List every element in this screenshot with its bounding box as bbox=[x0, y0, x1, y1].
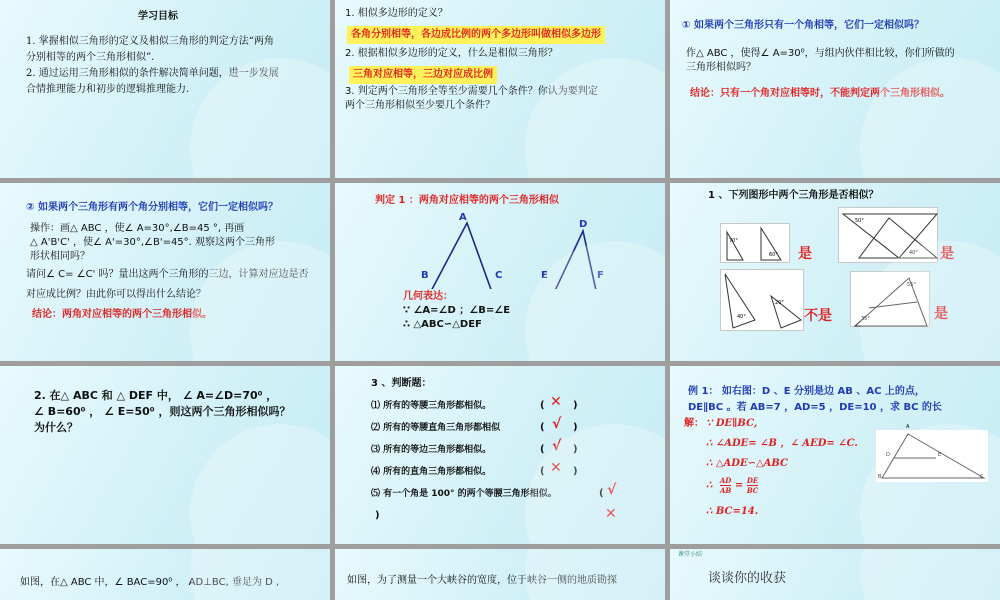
vertex-b-label: B bbox=[878, 474, 882, 480]
question-2-line-2: 对应成比例？由此你可以得出什么结论？ bbox=[26, 289, 206, 300]
fraction-denominator: BC bbox=[746, 486, 759, 495]
paren-open: ( bbox=[540, 466, 545, 477]
summary-tag: 课堂小结 bbox=[678, 551, 703, 558]
vertex-b-label: B bbox=[421, 270, 429, 281]
slide-example-1[interactable] bbox=[670, 366, 1000, 544]
angle-label: 55° bbox=[907, 282, 916, 288]
goal-2-line-2: 合情推理能力和初步的逻辑推理能力. bbox=[26, 84, 190, 95]
paren-close: ) bbox=[573, 466, 578, 477]
triangle-def bbox=[553, 231, 597, 289]
paren-close: ) bbox=[573, 444, 578, 455]
answer-1: 是 bbox=[798, 246, 812, 262]
fraction-denominator: AB bbox=[719, 486, 732, 495]
mark-1: ✕ bbox=[550, 394, 562, 410]
angle-label: 40° bbox=[909, 250, 918, 256]
statement-1: ⑴ 所有的等腰三角形都相似。 bbox=[371, 401, 492, 411]
goal-2-line-1: 2. 通过运用三角形相似的条件解决简单问题，进一步发展 bbox=[26, 68, 279, 79]
conclusion: 结论：只有一个角对应相等时，不能判定两个三角形相似。 bbox=[690, 88, 950, 99]
figure-3 bbox=[720, 269, 804, 331]
fraction-numerator: AD bbox=[719, 476, 732, 485]
slide-learning-goals[interactable] bbox=[0, 0, 330, 178]
angle-label: 70° bbox=[729, 238, 738, 244]
vertex-a-label: A bbox=[906, 424, 910, 430]
conclusion: 结论：两角对应相等的两个三角形相似。 bbox=[32, 309, 212, 320]
section-title: 3 、判断题： bbox=[371, 378, 432, 389]
vertex-f-label: F bbox=[597, 270, 604, 281]
problem-line-2: ∠ B=60⁰ ， ∠ E=50⁰ ，则这两个三角形相似吗？ bbox=[34, 405, 291, 418]
paren-open: ( bbox=[540, 444, 545, 455]
question-3-line-2: 两个三角形相似至少要几个条件？ bbox=[345, 100, 495, 111]
slide-title: 学习目标 bbox=[138, 11, 178, 22]
step-4: ∴ $\frac{AD}{AB}$ = $\frac{DE}{BC}$ bbox=[706, 476, 759, 495]
paren-open: ( bbox=[540, 400, 545, 411]
slide-true-false[interactable] bbox=[335, 366, 665, 544]
mark-4: ✕ bbox=[550, 460, 562, 476]
paren-close: ) bbox=[573, 422, 578, 433]
statement-3: ⑶ 所有的等边三角形都相似。 bbox=[371, 445, 492, 455]
mark-2: √ bbox=[552, 416, 562, 432]
vertex-c-label: C bbox=[980, 474, 984, 480]
answer-1: 各角分别相等，各边成比例的两个多边形叫做相似多边形 bbox=[347, 26, 605, 44]
vertex-e-label: E bbox=[541, 270, 548, 281]
question: ① 如果两个三角形只有一个角相等，它们一定相似吗？ bbox=[682, 20, 924, 31]
figure-1 bbox=[720, 223, 790, 263]
step-5: ∴ BC=14. bbox=[706, 506, 759, 517]
problem-line-3: 为什么？ bbox=[34, 421, 78, 434]
problem-line-1: 2. 在△ ABC 和 △ DEF 中， ∠ A=∠D=70⁰ ， bbox=[34, 389, 278, 402]
slide-one-angle[interactable] bbox=[670, 0, 1000, 178]
angle-label: 35° bbox=[861, 316, 870, 322]
vertex-e-label: E bbox=[938, 452, 942, 458]
question: ② 如果两个三角形有两个角分别相等，它们一定相似吗？ bbox=[26, 202, 278, 213]
mark-6: ✕ bbox=[605, 506, 617, 522]
paren-open: ( bbox=[599, 488, 604, 499]
example-line-2: DE∥BC 。若 AB=7 ，AD=5 ，DE=10 ，求 BC 的长 bbox=[688, 402, 942, 413]
summary-heading: 谈谈你的收获 bbox=[708, 571, 787, 586]
vertex-d-label: D bbox=[579, 219, 588, 230]
answer-2: 三角对应相等，三边对应成比例 bbox=[349, 66, 497, 84]
goal-1-line-2: 分别相等的两个三角形相似”. bbox=[26, 52, 155, 63]
example-line-1: 例 1： 如右图：D 、E 分别是边 AB 、AC 上的点， bbox=[688, 386, 925, 397]
paragraph-line-2: 三角形相似吗？ bbox=[686, 62, 756, 73]
vertex-a-label: A bbox=[459, 212, 467, 223]
paragraph-line-1: 作△ ABC ，使得∠ A=30⁰，与组内伙伴相比较，你们所做的 bbox=[686, 48, 955, 59]
problem-line-1: 如图，在△ ABC 中，∠ BAC=90⁰ ， AD⊥BC, 垂足为 D , bbox=[20, 577, 280, 588]
slide-summary[interactable] bbox=[670, 549, 1000, 600]
operation-line-3: 形状相同吗？ bbox=[30, 251, 90, 262]
solution-label: 解： bbox=[684, 418, 704, 429]
given-line: ∵ ∠A=∠D ；∠B=∠E bbox=[403, 305, 511, 316]
geometry-expression-label: 几何表达： bbox=[403, 291, 453, 302]
slide-exercise-1[interactable] bbox=[670, 183, 1000, 361]
paren-close: ) bbox=[375, 510, 380, 521]
slide-two-angles[interactable] bbox=[0, 183, 330, 361]
paren-open: ( bbox=[540, 422, 545, 433]
question-2-line-1: 请问∠ C= ∠C' 吗？量出这两个三角形的三边，计算对应边是否 bbox=[26, 269, 309, 280]
goal-1-line-1: 1. 掌握相似三角形的定义及相似三角形的判定方法“两角 bbox=[26, 36, 274, 47]
slide-exercise-2[interactable] bbox=[0, 366, 330, 544]
vertex-c-label: C bbox=[495, 270, 503, 281]
triangle-figures bbox=[415, 211, 605, 289]
slide-criterion-1[interactable] bbox=[335, 183, 665, 361]
answer-4: 是 bbox=[934, 306, 948, 322]
question-1: 1. 相似多边形的定义？ bbox=[345, 8, 448, 19]
statement-4: ⑷ 所有的直角三角形都相似。 bbox=[371, 467, 492, 477]
slide-example-3[interactable] bbox=[335, 549, 665, 600]
angle-label: 60° bbox=[769, 252, 778, 258]
criterion-title: 判定 1 ：两角对应相等的两个三角形相似 bbox=[375, 195, 559, 206]
mark-5: √ bbox=[607, 482, 617, 498]
figure-4 bbox=[850, 271, 930, 327]
step-2: ∴ ∠ADE= ∠B ，∠ AED= ∠C. bbox=[706, 438, 858, 449]
figure-2 bbox=[838, 207, 938, 263]
vertex-d-label: D bbox=[886, 452, 890, 458]
operation-line-1: 操作：画△ ABC ，使∠ A=30°,∠B=45 °, 再画 bbox=[30, 223, 245, 234]
answer-3: 不是 bbox=[804, 308, 832, 324]
question-3-line-1: 3. 判定两个三角形全等至少需要几个条件？你认为要判定 bbox=[345, 86, 598, 97]
mark-3: √ bbox=[552, 438, 562, 454]
statement-5: ⑸ 有一个角是 100° 的两个等腰三角形相似。 bbox=[371, 489, 557, 499]
statement-2: ⑵ 所有的等腰直角三角形都相似 bbox=[371, 423, 501, 433]
triangle-abc bbox=[429, 223, 493, 289]
slide-review[interactable] bbox=[335, 0, 665, 178]
slide-example-2[interactable] bbox=[0, 549, 330, 600]
question-2: 2. 根据相似多边形的定义，什么是相似三角形？ bbox=[345, 48, 558, 59]
step-3: ∴ △ADE∽△ABC bbox=[706, 458, 789, 469]
exercise-title: 1 、下列图形中两个三角形是否相似？ bbox=[708, 190, 879, 201]
example-figure bbox=[876, 424, 988, 482]
answer-2: 是 bbox=[940, 246, 954, 262]
angle-label: 40° bbox=[737, 314, 746, 320]
angle-label: 20° bbox=[775, 300, 784, 306]
paren-close: ) bbox=[573, 400, 578, 411]
operation-line-2: △ A'B'C' ，使∠ A'=30°,∠B'=45°. 观察这两个三角形 bbox=[30, 237, 276, 248]
angle-label: 50° bbox=[855, 218, 864, 224]
therefore-line: ∴ △ABC∽△DEF bbox=[403, 319, 482, 330]
step-1: ∵ DE∥BC, bbox=[706, 418, 758, 429]
fraction-numerator: DE bbox=[746, 476, 759, 485]
problem-line-1: 如图，为了测量一个大峡谷的宽度，位于峡谷一侧的地质勘探 bbox=[347, 575, 617, 586]
